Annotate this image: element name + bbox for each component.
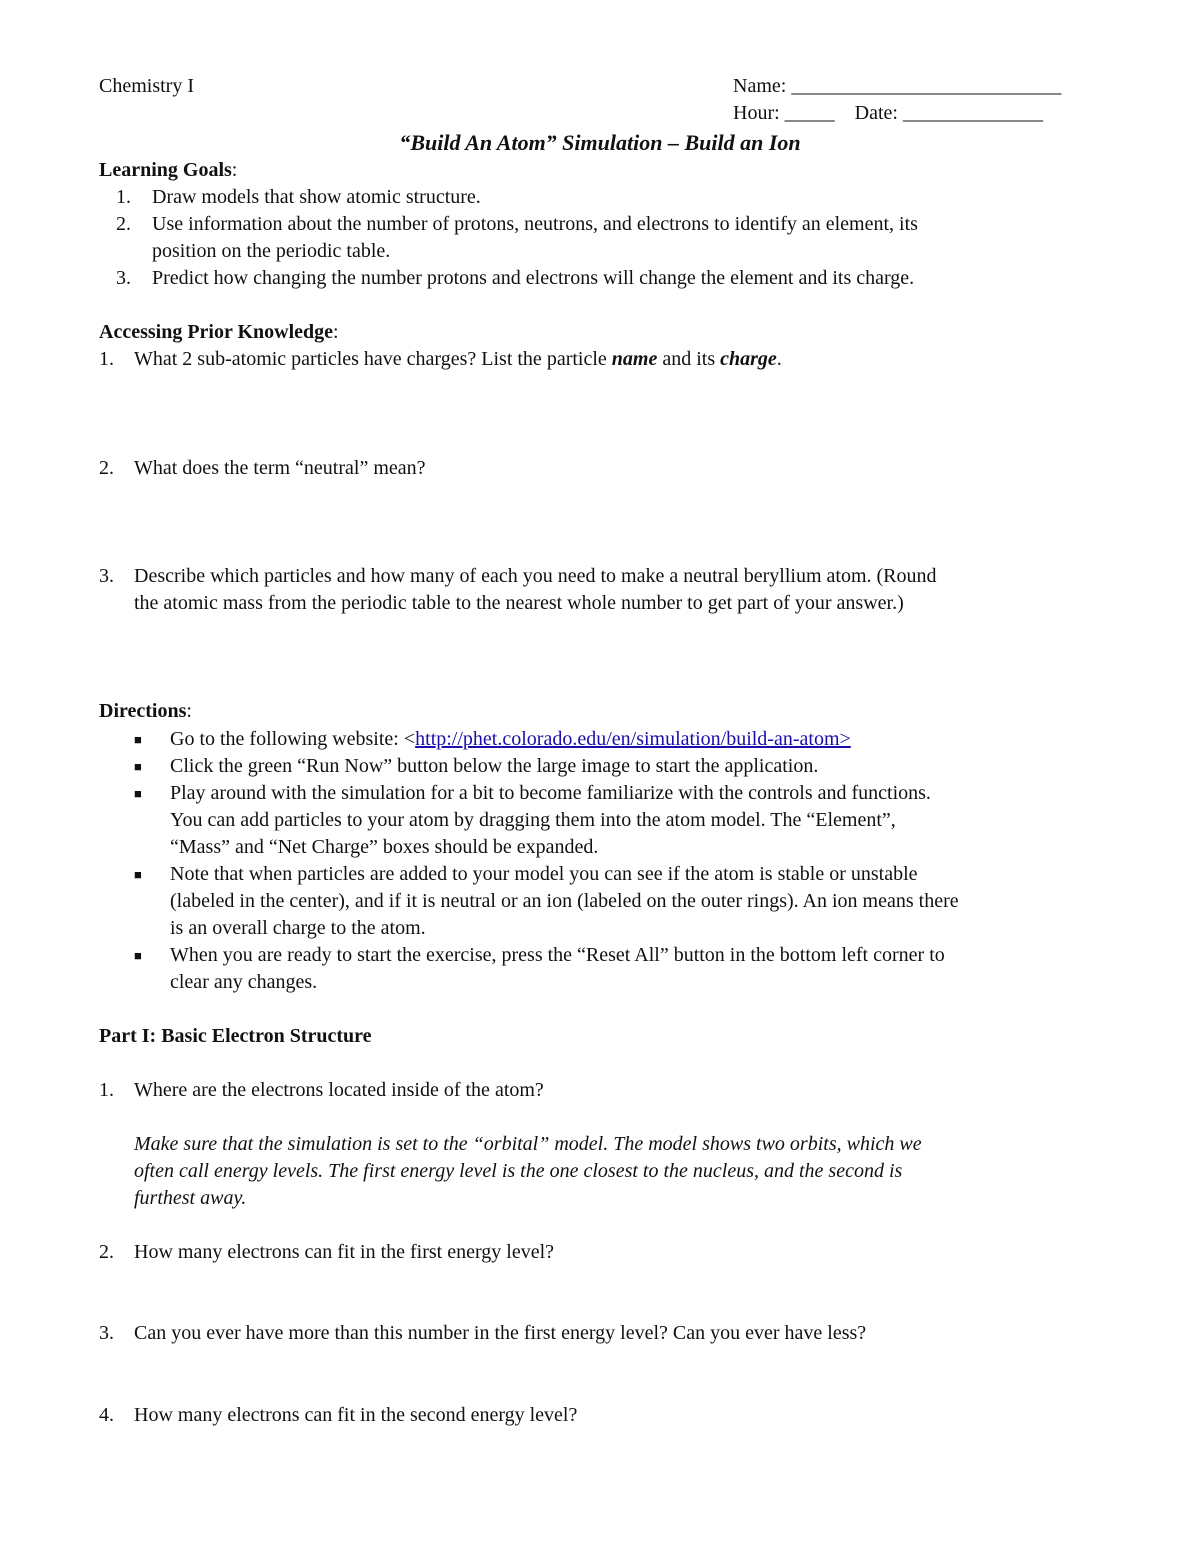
direction-text bbox=[170, 726, 851, 753]
orbital-note: often call energy levels. The first energy level is the one closest to the nucleus, and the second is bbox=[134, 1160, 903, 1182]
hour-blank[interactable]: _____ bbox=[784, 102, 835, 124]
hour-date-line bbox=[733, 100, 1043, 127]
question-text-part: . bbox=[776, 348, 782, 370]
direction-text: When you are ready to start the exercise, press the “Reset All” button in the bottom left corner to bbox=[170, 944, 945, 966]
learning-goals-colon: : bbox=[231, 159, 238, 181]
date-blank[interactable]: ______________ bbox=[902, 102, 1043, 124]
hour-label: Hour: bbox=[733, 102, 785, 124]
prior-knowledge-title: Accessing Prior Knowledge bbox=[99, 321, 334, 343]
question-text bbox=[134, 346, 782, 373]
directions-title: Directions bbox=[99, 700, 187, 722]
question-number: 3. bbox=[99, 565, 114, 587]
question-text: How many electrons can fit in the first energy level? bbox=[134, 1241, 555, 1263]
direction-text: You can add particles to your atom by dragging them into the atom model. The “Element”, bbox=[170, 809, 896, 831]
learning-goals-title: Learning Goals bbox=[99, 159, 232, 181]
goal-number: 3. bbox=[116, 267, 131, 289]
page-title: “Build An Atom” Simulation – Build an Ion bbox=[399, 130, 801, 155]
name-blank[interactable]: ___________________________ bbox=[791, 75, 1062, 97]
question-number: 4. bbox=[99, 1404, 114, 1426]
course-label: Chemistry I bbox=[99, 75, 194, 97]
directions-heading bbox=[99, 698, 192, 725]
question-number: 1. bbox=[99, 1079, 114, 1101]
goal-number: 1. bbox=[116, 186, 131, 208]
question-text-part: What 2 sub-atomic particles have charges? List the particle bbox=[134, 348, 612, 370]
question-text-part: and its bbox=[657, 348, 721, 370]
direction-text: is an overall charge to the atom. bbox=[170, 917, 426, 939]
square-bullet-icon: ■ bbox=[134, 732, 142, 747]
direction-text: clear any changes. bbox=[170, 971, 318, 993]
goal-text: position on the periodic table. bbox=[152, 240, 391, 262]
prior-knowledge-colon: : bbox=[333, 321, 339, 343]
prior-knowledge-heading bbox=[99, 319, 339, 346]
goal-text: Predict how changing the number protons and electrons will change the element and its charge. bbox=[152, 267, 915, 289]
question-number: 2. bbox=[99, 1241, 114, 1263]
directions-colon: : bbox=[186, 700, 192, 722]
goal-number: 2. bbox=[116, 213, 131, 235]
direction-text: Note that when particles are added to your model you can see if the atom is stable or unstable bbox=[170, 863, 918, 885]
question-text: What does the term “neutral” mean? bbox=[134, 457, 426, 479]
question-text: Can you ever have more than this number in the first energy level? Can you ever have less? bbox=[134, 1322, 867, 1344]
direction-text: Play around with the simulation for a bit to become familiarize with the controls and functions. bbox=[170, 782, 931, 804]
question-number: 3. bbox=[99, 1322, 114, 1344]
square-bullet-icon: ■ bbox=[134, 948, 142, 963]
name-field[interactable] bbox=[733, 73, 1061, 100]
square-bullet-icon: ■ bbox=[134, 786, 142, 801]
part1-heading: Part I: Basic Electron Structure bbox=[99, 1025, 372, 1047]
goal-text: Draw models that show atomic structure. bbox=[152, 186, 481, 208]
orbital-note: furthest away. bbox=[134, 1187, 247, 1209]
question-number: 2. bbox=[99, 457, 114, 479]
direction-text: “Mass” and “Net Charge” boxes should be expanded. bbox=[170, 836, 599, 858]
question-number: 1. bbox=[99, 348, 114, 370]
emphasis-charge: charge bbox=[720, 348, 777, 370]
square-bullet-icon: ■ bbox=[134, 759, 142, 774]
direction-text: (labeled in the center), and if it is neutral or an ion (labeled on the outer rings). An ion means there bbox=[170, 890, 959, 912]
question-text: the atomic mass from the periodic table to the nearest whole number to get part of your answer.) bbox=[134, 592, 904, 614]
orbital-note: Make sure that the simulation is set to the “orbital” model. The model shows two orbits, which we bbox=[134, 1133, 922, 1155]
question-text: Where are the electrons located inside of the atom? bbox=[134, 1079, 544, 1101]
direction-text-part: Go to the following website: < bbox=[170, 728, 416, 750]
date-label: Date: bbox=[854, 102, 903, 124]
simulation-link[interactable]: http://phet.colorado.edu/en/simulation/build-an-atom> bbox=[415, 728, 851, 750]
direction-text: Click the green “Run Now” button below the large image to start the application. bbox=[170, 755, 819, 777]
learning-goals-heading bbox=[99, 157, 237, 184]
question-text: How many electrons can fit in the second energy level? bbox=[134, 1404, 578, 1426]
square-bullet-icon: ■ bbox=[134, 867, 142, 882]
question-text: Describe which particles and how many of each you need to make a neutral beryllium atom. (Round bbox=[134, 565, 937, 587]
emphasis-name: name bbox=[611, 348, 658, 370]
name-label: Name: bbox=[733, 75, 792, 97]
goal-text: Use information about the number of protons, neutrons, and electrons to identify an element, its bbox=[152, 213, 918, 235]
